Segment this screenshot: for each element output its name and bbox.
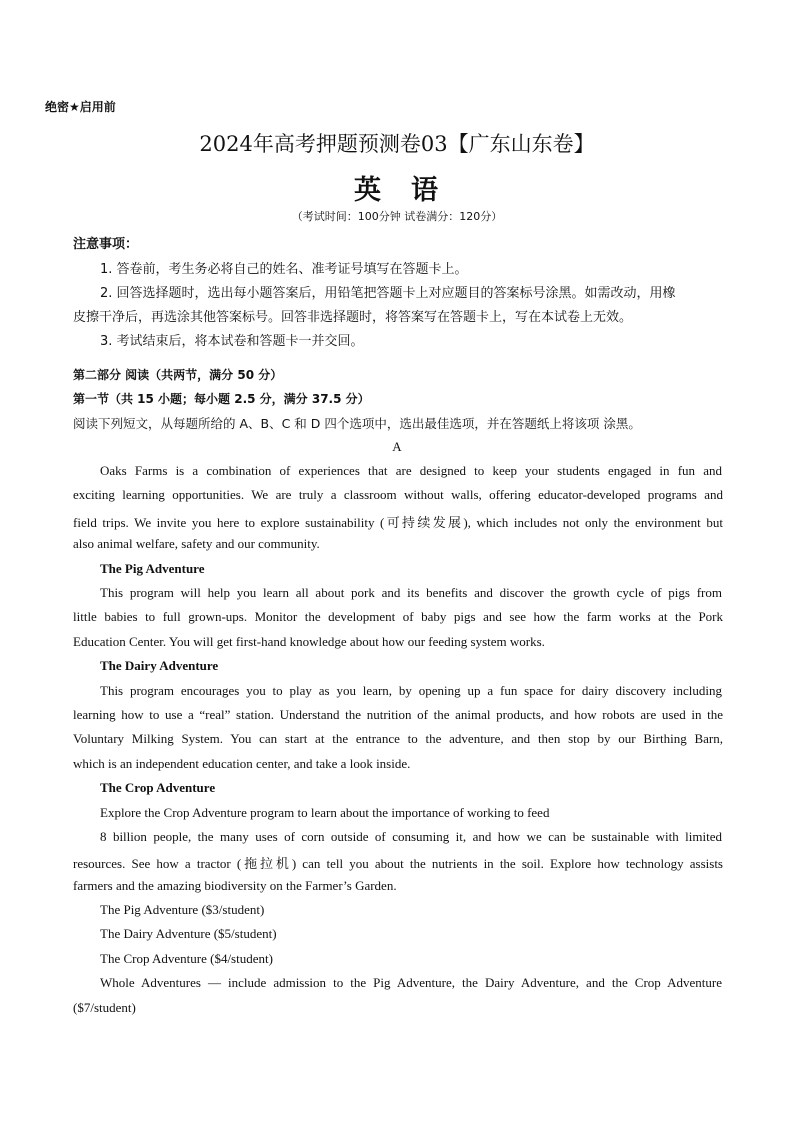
subsection-heading: 第一节（共 15 小题；每小题 2.5 分，满分 37.5 分） bbox=[73, 392, 370, 406]
crop-adventure-heading: The Crop Adventure bbox=[100, 780, 216, 795]
pig-adventure-heading: The Pig Adventure bbox=[100, 561, 205, 576]
p1-line-1: Oaks Farms is a combination of experiences that are designed to keep your students engaged in fun and bbox=[100, 463, 722, 478]
dairy-line-1: This program encourages you to play as you learn, by opening up a fun space for dairy discovery including bbox=[100, 683, 722, 698]
dairy-line-4: which is an independent education center, and take a look inside. bbox=[73, 756, 411, 771]
price-crop: The Crop Adventure ($4/student) bbox=[100, 951, 273, 966]
notice-item-2-line-1: 2. 回答选择题时，选出每小题答案后，用铅笔把答题卡上对应题目的答案标号涂黑。如需改动，用橡 bbox=[100, 286, 676, 301]
exam-title: 2024年高考押题预测卷03【广东山东卷】 bbox=[199, 132, 595, 156]
subject-char-1: 英 bbox=[354, 175, 383, 206]
notice-item-2-line-2: 皮擦干净后，再选涂其他答案标号。回答非选择题时，将答案写在答题卡上，写在本试卷上无效。 bbox=[73, 310, 633, 325]
notice-item-1: 1. 答卷前，考生务必将自己的姓名、准考证号填写在答题卡上。 bbox=[100, 262, 468, 277]
confidential-label: 绝密★启用前 bbox=[45, 100, 116, 114]
dairy-line-3: Voluntary Milking System. You can start at the entrance to the adventure, and then stop by our Birthing Barn, bbox=[73, 731, 723, 746]
notice-heading: 注意事项： bbox=[73, 237, 139, 252]
notice-item-3: 3. 考试结束后，将本试卷和答题卡一并交回。 bbox=[100, 334, 364, 349]
instruction-text: 阅读下列短文，从每题所给的 A、B、C 和 D 四个选项中，选出最佳选项，并在答题纸上将该项 涂黑。 bbox=[73, 416, 641, 431]
crop-line-2: 8 billion people, the many uses of corn outside of consuming it, and how we can be sustainable with limited bbox=[100, 829, 722, 844]
p1-line-4: also animal welfare, safety and our community. bbox=[73, 536, 320, 551]
crop-line-1: Explore the Crop Adventure program to learn about the importance of working to feed bbox=[100, 805, 550, 820]
price-dairy: The Dairy Adventure ($5/student) bbox=[100, 926, 277, 941]
passage-letter: A bbox=[392, 439, 402, 454]
subject-char-2: 语 bbox=[411, 175, 440, 206]
pig-line-1: This program will help you learn all about pork and its benefits and discover the growth cycle of pigs from bbox=[100, 585, 722, 600]
p1-line-3: field trips. We invite you here to explore sustainability (可持续发展), which includes not only the environment but bbox=[73, 515, 723, 530]
crop-line-4: farmers and the amazing biodiversity on the Farmer’s Garden. bbox=[73, 878, 397, 893]
part-heading: 第二部分 阅读（共两节，满分 50 分） bbox=[73, 368, 283, 382]
pig-line-3: Education Center. You will get first-hand knowledge about how our feeding system works. bbox=[73, 634, 545, 649]
subject-title bbox=[0, 168, 794, 207]
whole-adventures-line-2: ($7/student) bbox=[73, 1000, 136, 1015]
dairy-line-2: learning how to use a “real” station. Understand the nutrition of the animal products, and how robots are used in the bbox=[73, 707, 723, 722]
p1-line-2: exciting learning opportunities. We are truly a classroom without walls, offering educator-developed programs and bbox=[73, 487, 723, 502]
whole-adventures-line-1: Whole Adventures — include admission to the Pig Adventure, the Dairy Adventure, and the Crop Adventure bbox=[100, 975, 722, 990]
exam-info: （考试时间：100分钟 试卷满分：120分） bbox=[291, 210, 503, 223]
pig-line-2: little babies to full grown-ups. Monitor the development of baby pigs and see how the farm works at the Pork bbox=[73, 609, 723, 624]
crop-line-3: resources. See how a tractor (拖拉机) can tell you about the nutrients in the soil. Explore how technology assists bbox=[73, 856, 723, 871]
price-pig: The Pig Adventure ($3/student) bbox=[100, 902, 265, 917]
dairy-adventure-heading: The Dairy Adventure bbox=[100, 658, 219, 673]
